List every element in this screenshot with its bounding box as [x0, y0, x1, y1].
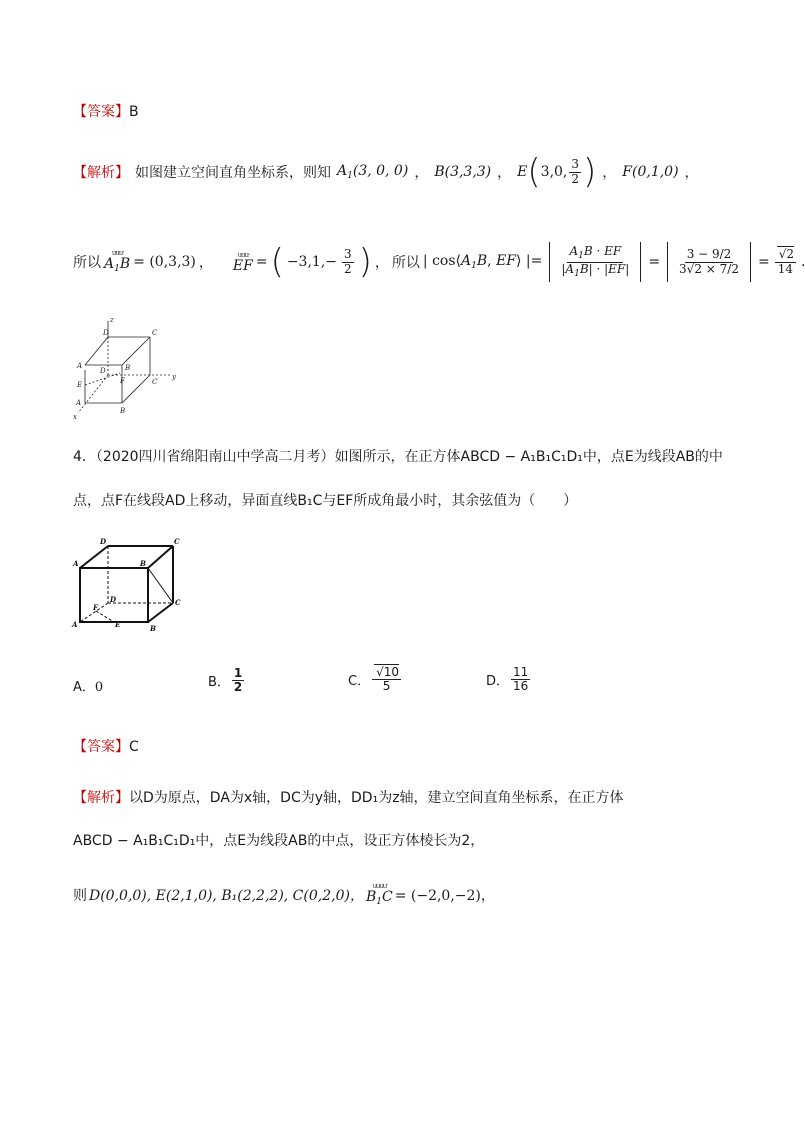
svg-text:D: D [103, 329, 109, 337]
svg-text:x: x [73, 413, 77, 421]
svg-text:D: D [100, 367, 106, 375]
svg-text:C: C [152, 378, 158, 386]
coord-b: B(3,3,3) [434, 164, 492, 180]
coordinate-cube-figure [70, 315, 185, 420]
svg-text:A: A [77, 362, 83, 370]
option-a-value: 0 [94, 680, 104, 695]
svg-text:D: D [110, 595, 117, 604]
answer-line-1 [73, 101, 139, 121]
cube-figure [70, 535, 190, 635]
option-b-value: $\frac{1}{2}$ [233, 666, 243, 695]
analysis-tag: 【解析】 [73, 165, 129, 181]
option-d[interactable]: D． $\frac{11}{16}$ [486, 665, 529, 694]
cos-numeric: $\frac{3 - 9/2}{3√2 \times 7/2}$ [679, 247, 739, 276]
svg-text:E: E [115, 620, 121, 629]
coord-a1: $A_1(3$, 0, 0) [337, 163, 409, 181]
analysis-tag-2: 【解析】 [73, 790, 129, 806]
svg-text:F: F [120, 377, 125, 385]
svg-text:B: B [125, 364, 131, 372]
svg-text:A: A [72, 620, 78, 629]
svg-text:B: B [120, 407, 126, 415]
analysis-line-1: 【解析】 如图建立空间直角坐标系，则知 $A_1(3$, 0, 0) ， B(3,3,3) ， E(3,0, $\frac{3}{2}$ ) ， F(0,1,0) ， [73, 152, 699, 192]
analysis2-line-2: ABCD − A₁B₁C₁D₁中，点E为线段AB的中点，设正方体棱长为2， [73, 833, 485, 849]
svg-text:A: A [76, 399, 82, 407]
vector-ef: ưưư EF [232, 250, 253, 274]
svg-text:C: C [175, 598, 181, 607]
option-d-value: $\frac{11}{16}$ [513, 665, 529, 694]
option-c-value: $\frac{√10}{5}$ [372, 666, 401, 693]
coord-e: E(3,0, $\frac{3}{2}$ ) [517, 152, 597, 192]
option-a[interactable]: A．0 [73, 680, 104, 695]
vector-a1b: ưưư $A_1B$ [104, 249, 131, 274]
question-source: （2020四川省绵阳南山中学高二月考） [95, 449, 335, 465]
analysis2-line-3: 则 D(0,0,0), E(2,1,0), B₁(2,2,2), C(0,2,0)， ưưưư $B_1C$ = (−2,0,−2)， [73, 882, 495, 907]
cos-expression: | $\cos⟨A_1B$, EF⟩ |= [422, 253, 543, 271]
coord-f: F(0,1,0) [622, 164, 679, 180]
analysis-line-2: 所以 ưưư $A_1B$ = (0,3,3) ， ưưư EF = ( −3,1,− $\frac{3}{2}$ ) ， 所以 | $\cos⟨A_1B$, EF⟩ |= $\frac{A_1B \cdot EF}{|A_1B| \cdot |EF|}$ = $\frac{3 - 9/2}{3√2 \times 7/2}$ = $\frac{√2}{14}$ . [73, 242, 805, 282]
question-number: 4． [73, 449, 96, 465]
option-b[interactable]: B． $\frac{1}{2}$ [208, 666, 243, 695]
cos-result: $\frac{√2}{14}$ [775, 248, 796, 275]
answer-tag-2: 【答案】 [73, 739, 129, 755]
analysis-intro: 如图建立空间直角坐标系，则知 [135, 165, 331, 181]
then-label: 则 [73, 888, 87, 904]
svg-text:E: E [77, 381, 83, 389]
question-4-line-1 [73, 446, 723, 466]
svg-text:B: B [140, 559, 146, 568]
answer-value-2: C [129, 739, 139, 755]
svg-text:A: A [73, 559, 79, 568]
option-c[interactable]: C． $\frac{√10}{5}$ [348, 665, 399, 694]
svg-text:z: z [110, 316, 114, 324]
vector-b1c: ưưưư $B_1C$ [365, 882, 393, 907]
cos-fraction: $\frac{A_1B \cdot EF}{|A_1B| \cdot |EF|}$ [561, 243, 630, 279]
analysis2-text-1: 以D为原点，DA为x轴，DC为y轴，DD₁为z轴，建立空间直角坐标系，在正方体 [129, 790, 624, 806]
analysis2-line-1 [73, 787, 624, 807]
answer-tag: 【答案】 [73, 104, 129, 120]
answer-line-2 [73, 736, 139, 756]
svg-text:B: B [150, 624, 156, 633]
points-list: D(0,0,0), E(2,1,0), B₁(2,2,2), C(0,2,0)， [89, 888, 364, 904]
svg-text:C: C [174, 537, 180, 546]
svg-text:D: D [100, 537, 107, 546]
so-label-2: 所以 [391, 255, 420, 271]
question-4-line-2: 点，点F在线段AD上移动，异面直线B₁C与EF所成角最小时，其余弦值为（ ） [73, 493, 578, 509]
question-text-1: 如图所示，在正方体ABCD − A₁B₁C₁D₁中，点E为线段AB的中 [334, 449, 723, 465]
svg-text:C: C [152, 329, 158, 337]
svg-text:y: y [172, 373, 176, 381]
svg-text:F: F [93, 603, 98, 612]
so-label: 所以 [73, 255, 101, 271]
answer-value: B [129, 104, 139, 120]
